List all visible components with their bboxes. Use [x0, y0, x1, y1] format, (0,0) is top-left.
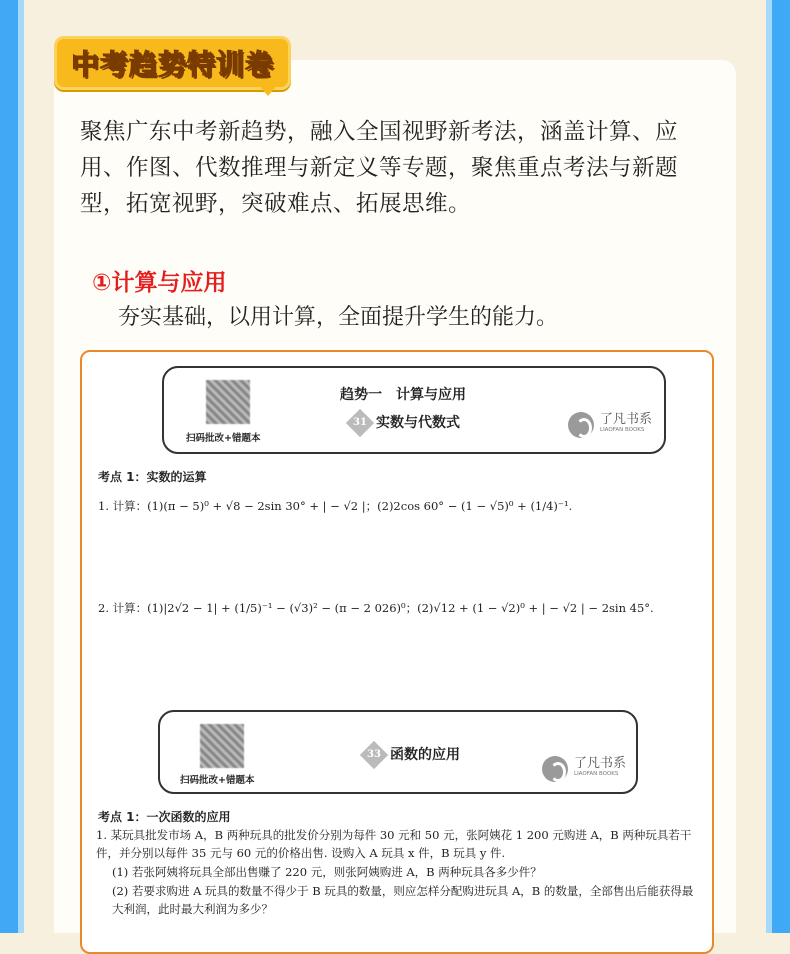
problem-part-1: (1) 若张阿姨将玩具全部出售赚了 220 元，则张阿姨购进 A，B 两种玩具各多少件？	[112, 865, 542, 879]
chapter-header-1	[162, 366, 666, 454]
publisher-logo: 了凡书系 LIAOFAN BOOKS	[568, 412, 652, 438]
liaofan-logo-icon	[542, 756, 568, 782]
qr-caption: 扫码批改+错题本	[180, 775, 255, 786]
right-frame	[766, 0, 790, 933]
question-1: 1. 计算：(1)(π − 5)⁰ + √8 − 2sin 30° + | − √2 |；(2)2cos 60° − (1 − √5)⁰ + (1/4)⁻¹.	[98, 499, 573, 513]
chapter-number-badge: 31	[346, 409, 374, 437]
problem-statement: 1. 某玩具批发市场 A，B 两种玩具的批发价分别为每件 30 元和 50 元，张阿姨花 1 200 元购进 A，B 两种玩具若干件，并分别以每件 35 元与 60 元的价格出售. 设购入 A 玩具 x 件，B 玩具 y 件.	[96, 828, 692, 860]
kaodian-heading-1: 考点 1：实数的运算	[98, 470, 207, 484]
left-frame	[0, 0, 24, 933]
chapter-topic: 31 实数与代数式	[350, 412, 460, 433]
section-description: 夯实基础，以用计算，全面提升学生的能力。	[118, 305, 559, 330]
qr-code-icon	[200, 724, 244, 768]
chapter-header-2	[158, 710, 638, 794]
chapter-topic: 33 函数的应用	[364, 744, 460, 765]
problem-part-2: (2) 若要求购进 A 玩具的数量不得少于 B 玩具的数量，则应怎样分配购进玩具 A，B 的数量，全部售出后能获得最大利润，此时最大利润为多少？	[112, 884, 694, 916]
intro-text: 聚焦广东中考新趋势，融入全国视野新考法，涵盖计算、应用、作图、代数推理与新定义等专题，聚焦重点考法与新题型，拓宽视野，突破难点、拓展思维。	[80, 119, 679, 217]
question-2: 2. 计算：(1)|2√2 − 1| + (1/5)⁻¹ − (√3)² − (π − 2 026)⁰；(2)√12 + (1 − √2)⁰ + | − √2 | − 2sin 45°.	[98, 601, 654, 615]
publisher-logo: 了凡书系 LIAOFAN BOOKS	[542, 756, 626, 782]
chapter-number-badge: 33	[360, 741, 388, 769]
section-title: ①计算与应用	[92, 270, 227, 296]
worksheet-preview	[80, 350, 714, 954]
kaodian-heading-2: 考点 1：一次函数的应用	[98, 810, 231, 824]
banner-title: 中考趋势特训卷	[71, 48, 275, 81]
trend-title: 趋势一 计算与应用	[340, 387, 466, 403]
qr-caption: 扫码批改+错题本	[186, 433, 261, 444]
liaofan-logo-icon	[568, 412, 594, 438]
banner-tail	[258, 84, 278, 96]
qr-code-icon	[206, 380, 250, 424]
title-banner	[54, 36, 291, 90]
